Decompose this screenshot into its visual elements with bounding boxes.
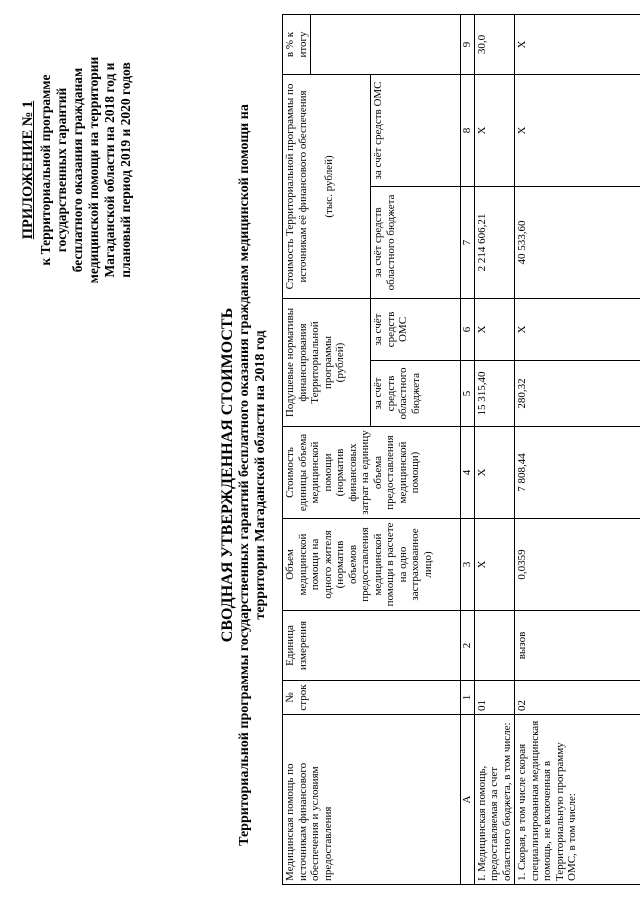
row-percent: Х [515, 14, 640, 74]
row-name: 1. Скорая, в том числе скорая специализированная медицинская помощь, не включенная в Территориальную программу ОМС, в том числе: [515, 715, 640, 885]
appendix-line: государственных гарантий [54, 87, 69, 253]
row-name: I. Медицинская помощь, предоставляемая за счет областного бюджета, в том числе: [474, 715, 515, 885]
row-line: 01 [474, 681, 515, 715]
header-per-capita-label: Подушевые нормативы финансирования Территориальной программы [284, 307, 334, 418]
header-col-3: Объем медицинской помощи на одного жителя (норматив объемов предоставления медицинской помощи в расчете на одно застрахованное лицо) [283, 519, 461, 611]
row-cost-unit: 7 808,44 [515, 427, 640, 519]
header-col-9: в % к итогу [283, 14, 311, 74]
header-col-1: № строк [283, 681, 461, 715]
row-total-oms: Х [474, 74, 515, 186]
row-percent: 30,0 [474, 14, 515, 74]
header-col-8: за счёт средств ОМС [371, 74, 461, 186]
row-total-oms: Х [515, 74, 640, 186]
colnum-3: 3 [461, 519, 475, 611]
appendix-block [20, 10, 134, 330]
appendix-title: ПРИЛОЖЕНИЕ № 1 [20, 100, 36, 240]
appendix-line: плановый период 2019 и 2020 годов [118, 62, 133, 278]
header-cost-label: Стоимость Территориальной программы по источникам её финансового обеспечения [284, 83, 309, 290]
table-row [515, 14, 640, 884]
row-pc-budget: 280,32 [515, 361, 640, 427]
row-pc-budget: 15 315,40 [474, 361, 515, 427]
appendix-line: Магаданской области на 2018 год и [102, 62, 117, 278]
header-col-2: Единица измерения [283, 611, 461, 681]
cost-table [282, 14, 640, 885]
row-volume: 0,0359 [515, 519, 640, 611]
row-total-budget: 2 214 606,21 [474, 186, 515, 298]
header-group-per-capita [283, 298, 371, 426]
heading-subtitle-1: Территориальной программы государственных гарантий бесплатного оказания гражданам медицинской помощи на [237, 104, 252, 846]
header-group-cost [283, 74, 371, 298]
colnum-6: 6 [461, 298, 475, 360]
colnum-8: 8 [461, 74, 475, 186]
row-total-budget: 40 533,60 [515, 186, 640, 298]
colnum-7: 7 [461, 186, 475, 298]
row-line: 02 [515, 681, 640, 715]
header-col-9-body [311, 14, 461, 74]
colnum-5: 5 [461, 361, 475, 427]
row-unit [474, 611, 515, 681]
row-unit: вызов [515, 611, 640, 681]
header-col-5: за счёт средств областного бюджета [371, 361, 461, 427]
appendix-line: бесплатного оказания гражданам [70, 67, 85, 273]
row-volume: Х [474, 519, 515, 611]
colnum-1: 1 [461, 681, 475, 715]
appendix-line: к Территориальной программе [38, 74, 53, 266]
header-col-a: Медицинская помощь по источникам финансового обеспечения и условиям предоставления [283, 715, 461, 885]
row-pc-oms: Х [515, 298, 640, 360]
heading-title: СВОДНАЯ УТВЕРЖДЕННАЯ СТОИМОСТЬ [219, 307, 236, 643]
row-pc-oms: Х [474, 298, 515, 360]
document-heading [218, 85, 269, 865]
heading-subtitle-2: территории Магаданской области на 2018 год [253, 330, 268, 620]
row-cost-unit: Х [474, 427, 515, 519]
header-cost-unit: (тыс. рублей) [323, 155, 335, 218]
colnum-2: 2 [461, 611, 475, 681]
header-col-4: Стоимость единицы объема медицинской помощи (норматив финансовых затрат на единицу объема предоставления медицинской помощи) [283, 427, 461, 519]
colnum-9: 9 [461, 14, 475, 74]
header-per-capita-unit: (рублей) [334, 342, 346, 383]
colnum-a: А [461, 715, 475, 885]
table-row [474, 14, 515, 884]
header-col-7: за счёт средств областного бюджета [371, 186, 461, 298]
colnum-4: 4 [461, 427, 475, 519]
header-col-6: за счёт средств ОМС [371, 298, 461, 360]
appendix-line: медицинской помощи на территории [86, 56, 101, 284]
